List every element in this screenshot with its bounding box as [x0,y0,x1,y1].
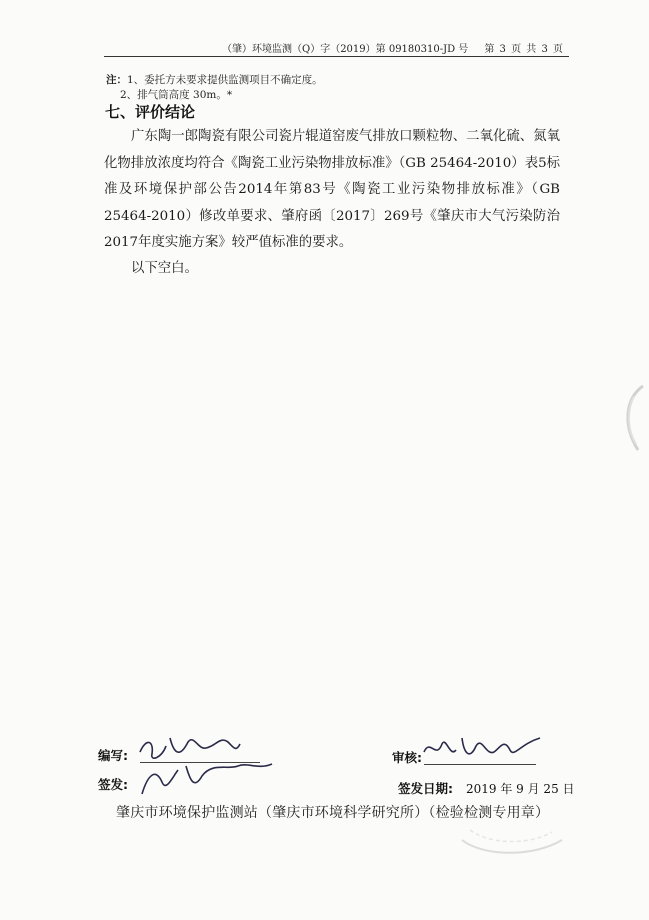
issuer-signature [132,760,282,800]
issuing-organization: 肇庆市环境保护监测站（肇庆市环境科学研究所）（检验检测专用章） [116,805,550,821]
page-info: 第 3 页 共 3 页 [484,44,563,55]
issuer-label: 签发: [98,777,128,792]
note-line-2 [120,87,232,102]
blank-note: 以下空白。 [131,261,198,276]
reviewer-label: 审核: [392,750,422,765]
conclusion-paragraph: 广东陶一郎陶瓷有限公司瓷片辊道窑废气排放口颗粒物、二氧化硫、氮氧化物排放浓度均符合《陶瓷工业污染物排放标准》（GB 25464-2010）表5标准及环境保护部公告2014年第83号《陶瓷工业污染物排放标准》（GB 25464-2010）修改单要求、肇府函〔2017〕269号《肇庆市大气污染防治2017年度实施方案》较严值标准的要求。 [104,129,560,251]
section-title: 七、评价结论 [105,103,196,121]
issue-date-label: 签发日期: [398,781,453,796]
note-item-2: 2、排气筒高度 30m。* [120,89,233,101]
issue-date: 2019 年 9 月 25 日 [466,782,575,796]
edge-stamp-mark [608,384,648,454]
report-code: （肇）环境监测（Q）字（2019）第 09180310-JD 号 [222,44,469,55]
note-label: 注： [106,74,127,86]
reviewer-signature [420,732,550,768]
compiler-label: 编写: [98,748,128,763]
note-item-1: 1、委托方未要求提供监测项目不确定度。 [127,74,323,86]
page-header [104,36,569,57]
note-line-1 [106,72,323,87]
